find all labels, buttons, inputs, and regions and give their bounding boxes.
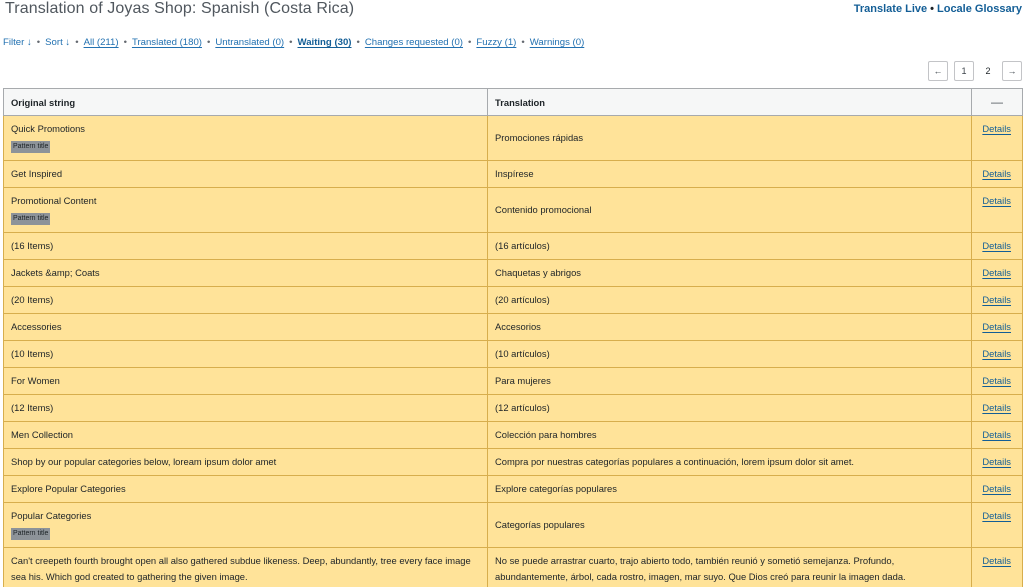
details-link[interactable]: Details: [982, 402, 1011, 413]
original-string: (16 Items): [11, 240, 54, 251]
original-string: Accessories: [11, 321, 62, 332]
original-string: Can't creepeth fourth brought open all also gathered subdue likeness. Deep, abundantly, tree every face image sea his. Which god created to gathering the given image.: [11, 555, 471, 582]
page-title: Translation of Joyas Shop: Spanish (Costa Rica): [5, 0, 355, 17]
actions-cell: [972, 449, 1023, 476]
original-cell: [4, 260, 488, 287]
original-string: Promotional Content: [11, 195, 97, 206]
original-cell: [4, 395, 488, 422]
translate-live-link[interactable]: Translate Live: [853, 3, 928, 15]
table-header-row: [4, 89, 1023, 116]
actions-cell: [972, 116, 1023, 161]
details-link[interactable]: Details: [982, 555, 1011, 566]
top-links: [854, 3, 1022, 15]
table-row[interactable]: [4, 449, 1023, 476]
filter-changes-requested[interactable]: Changes requested (0): [364, 37, 464, 48]
original-string: (10 Items): [11, 348, 54, 359]
translation-cell: Chaquetas y abrigos: [488, 260, 972, 287]
details-link[interactable]: Details: [982, 321, 1011, 332]
original-cell: [4, 116, 488, 161]
separator: •: [521, 37, 525, 48]
translation-cell: No se puede arrastrar cuarto, trajo abierto todo, también reunió y sometió semejanza. Profundo, abundantemente, árbol, cada rostro, imagen, mar suyo. Que Dios creó para reunir la imagen dada.: [488, 548, 972, 587]
translations-table: [3, 88, 1023, 587]
table-row[interactable]: [4, 188, 1023, 233]
actions-cell: [972, 503, 1023, 548]
translation-cell: Para mujeres: [488, 368, 972, 395]
original-cell: [4, 233, 488, 260]
actions-cell: [972, 260, 1023, 287]
original-string: For Women: [11, 375, 60, 386]
original-cell: [4, 476, 488, 503]
actions-cell: [972, 188, 1023, 233]
actions-cell: [972, 341, 1023, 368]
details-link[interactable]: Details: [982, 348, 1011, 359]
details-link[interactable]: Details: [982, 483, 1011, 494]
filter-fuzzy[interactable]: Fuzzy (1): [476, 37, 517, 48]
original-cell: [4, 314, 488, 341]
details-link[interactable]: Details: [982, 240, 1011, 251]
separator: •: [206, 37, 211, 48]
separator: •: [930, 3, 934, 15]
original-cell: [4, 287, 488, 314]
translation-cell: (10 artículos): [488, 341, 972, 368]
page-1-button[interactable]: 1: [954, 61, 974, 81]
details-link[interactable]: Details: [982, 510, 1011, 521]
actions-cell: [972, 368, 1023, 395]
translation-cell: Explore categorías populares: [488, 476, 972, 503]
table-row[interactable]: [4, 368, 1023, 395]
separator: •: [75, 37, 79, 48]
actions-cell: [972, 548, 1023, 587]
table-row[interactable]: [4, 233, 1023, 260]
translation-cell: (12 artículos): [488, 395, 972, 422]
table-row[interactable]: [4, 503, 1023, 548]
translation-header: Translation: [488, 89, 972, 116]
actions-cell: [972, 287, 1023, 314]
original-cell: [4, 161, 488, 188]
actions-cell: [972, 395, 1023, 422]
actions-cell: [972, 233, 1023, 260]
table-row[interactable]: [4, 287, 1023, 314]
next-page-button[interactable]: →: [1002, 61, 1022, 81]
separator: •: [289, 37, 293, 48]
details-link[interactable]: Details: [982, 429, 1011, 440]
current-page: 2: [985, 66, 991, 76]
actions-cell: [972, 161, 1023, 188]
original-string: Men Collection: [11, 429, 74, 440]
actions-cell: [972, 476, 1023, 503]
table-row[interactable]: [4, 422, 1023, 449]
original-cell: [4, 548, 488, 587]
separator: •: [123, 37, 127, 48]
actions-cell: [972, 314, 1023, 341]
original-string: Quick Promotions: [11, 123, 85, 134]
details-link[interactable]: Details: [982, 168, 1011, 179]
original-string: (12 Items): [11, 402, 54, 413]
details-link[interactable]: Details: [982, 267, 1011, 278]
translation-cell: (16 artículos): [488, 233, 972, 260]
filter-toggle[interactable]: Filter ↓: [3, 37, 32, 48]
details-link[interactable]: Details: [982, 456, 1011, 467]
pattern-title-tag: Pattern title: [11, 213, 50, 225]
pagination: [928, 61, 1022, 81]
translation-cell: Contenido promocional: [488, 188, 972, 233]
translation-cell: Colección para hombres: [488, 422, 972, 449]
translation-cell: (20 artículos): [488, 287, 972, 314]
original-string: (20 Items): [11, 294, 54, 305]
details-link[interactable]: Details: [982, 195, 1011, 206]
table-row[interactable]: [4, 548, 1023, 587]
translation-cell: Inspírese: [488, 161, 972, 188]
original-cell: [4, 503, 488, 548]
table-row[interactable]: [4, 395, 1023, 422]
pattern-title-tag: Pattern title: [11, 528, 50, 540]
original-cell: [4, 368, 488, 395]
details-link[interactable]: Details: [982, 294, 1011, 305]
filter-warnings[interactable]: Warnings (0): [529, 37, 585, 48]
translation-cell: Categorías populares: [488, 503, 972, 548]
separator: •: [468, 37, 472, 48]
original-cell: [4, 341, 488, 368]
filter-translated[interactable]: Translated (180): [131, 37, 202, 48]
filter-bar: [3, 37, 584, 48]
translation-cell: Promociones rápidas: [488, 116, 972, 161]
original-string: Shop by our popular categories below, loream ipsum dolor amet: [11, 456, 277, 467]
filter-waiting[interactable]: Waiting (30): [297, 37, 352, 48]
table-row[interactable]: [4, 116, 1023, 161]
original-cell: [4, 449, 488, 476]
table-row[interactable]: [4, 161, 1023, 188]
original-cell: [4, 188, 488, 233]
actions-cell: [972, 422, 1023, 449]
original-string: Explore Popular Categories: [11, 483, 126, 494]
table-row[interactable]: [4, 341, 1023, 368]
details-link[interactable]: Details: [982, 123, 1011, 134]
translation-cell: Compra por nuestras categorías populares a continuación, lorem ipsum dolor sit amet.: [488, 449, 972, 476]
original-string-header: Original string: [4, 89, 488, 116]
table-row[interactable]: [4, 314, 1023, 341]
actions-header: —: [972, 89, 1023, 116]
separator: •: [36, 37, 41, 48]
original-string: Jackets &amp; Coats: [11, 267, 100, 278]
original-string: Popular Categories: [11, 510, 92, 521]
table-row[interactable]: [4, 260, 1023, 287]
original-string: Get Inspired: [11, 168, 63, 179]
filter-untranslated[interactable]: Untranslated (0): [215, 37, 285, 48]
locale-glossary-link[interactable]: Locale Glossary: [937, 3, 1022, 15]
sort-toggle[interactable]: Sort ↓: [45, 37, 71, 48]
pattern-title-tag: Pattern title: [11, 141, 50, 153]
translation-cell: Accesorios: [488, 314, 972, 341]
prev-page-button[interactable]: ←: [928, 61, 948, 81]
filter-all[interactable]: All (211): [83, 37, 119, 48]
details-link[interactable]: Details: [982, 375, 1011, 386]
original-cell: [4, 422, 488, 449]
table-row[interactable]: [4, 476, 1023, 503]
separator: •: [356, 37, 360, 48]
